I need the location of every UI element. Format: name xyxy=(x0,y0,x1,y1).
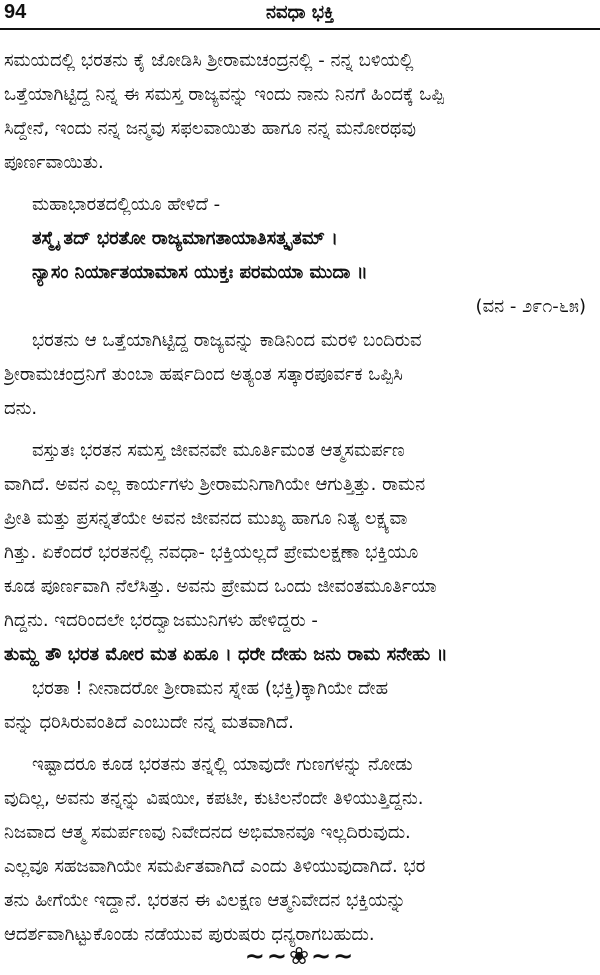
verse-line: ತಸ್ಮೈ ತದ್ ಭರತೋ ರಾಜ್ಯಮಾಗತಾಯಾತಿಸತ್ಕೃತಮ್ । xyxy=(32,228,338,249)
verse-line: ತುಮ್ಹ ತೌ ಭರತ ಮೋರ ಮತ ಏಹೂ । ಧರೇ ದೇಹು ಜನು ರಾಮ ಸನೇಹು ॥ xyxy=(4,644,448,665)
running-title: ನವಧಾ ಭಕ್ತಿ xyxy=(265,2,335,23)
paragraph-line: ಎಲ್ಲವೂ ಸಹಜವಾಗಿಯೇ ಸಮರ್ಪಿತವಾಗಿದೆ ಎಂದು ತಿಳಿಯುವುದಾಗಿದೆ. ಭರ xyxy=(4,856,426,877)
paragraph-line: ಆದರ್ಶವಾಗಿಟ್ಟುಕೊಂಡು ನಡೆಯುವ ಪುರುಷರು ಧನ್ಯರಾಗಬಹುದು. xyxy=(4,924,375,945)
paragraph-line: ವುದಿಲ್ಲ, ಅವನು ತನ್ನನ್ನು ವಿಷಯೀ, ಕಪಟೀ, ಕುಟಿಲನೆಂದೇ ತಿಳಿಯುತ್ತಿದ್ದನು. xyxy=(4,788,424,809)
paragraph-line: ಗಿದ್ದನು. ಇದರಿಂದಲೇ ಭರದ್ವಾಜಮುನಿಗಳು ಹೇಳಿದ್ದರು - xyxy=(4,610,318,631)
paragraph-line: ಪೂರ್ಣವಾಯಿತು. xyxy=(4,152,104,173)
paragraph-line: ನಿಜವಾದ ಆತ್ಮ ಸಮರ್ಪಣವು ನಿವೇದನದ ಅಭಿಮಾನವೂ ಇಲ್ಲದಿರುವುದು. xyxy=(4,822,411,843)
paragraph-line: ಗಿತ್ತು. ಏಕೆಂದರೆ ಭರತನಲ್ಲಿ ನವಧಾ- ಭಕ್ತಿಯಲ್ಲದೆ ಪ್ರೇಮಲಕ್ಷಣಾ ಭಕ್ತಿಯೂ xyxy=(4,542,419,563)
paragraph-line: ವಸ್ತುತಃ ಭರತನ ಸಮಸ್ತ ಜೀವನವೇ ಮೂರ್ತಿಮಂತ ಆತ್ಮಸಮರ್ಪಣ xyxy=(32,440,405,461)
page-header xyxy=(0,0,600,30)
quote-intro: ಮಹಾಭಾರತದಲ್ಲಿಯೂ ಹೇಳಿದೆ - xyxy=(32,194,221,215)
paragraph-line: ಒತ್ತೆಯಾಗಿಟ್ಟಿದ್ದ ನಿನ್ನ ಈ ಸಮಸ್ತ ರಾಜ್ಯವನ್ನು ಇಂದು ನಾನು ನಿನಗೆ ಹಿಂದಕ್ಕೆ ಒಪ್ಪಿ xyxy=(4,84,445,105)
end-ornament: ~~❀~~ xyxy=(244,942,356,970)
page-body xyxy=(4,44,594,952)
verse-line: ನ್ಯಾಸಂ ನಿರ್ಯಾತಯಾಮಾಸ ಯುಕ್ತಃ ಪರಮಯಾ ಮುದಾ ॥ xyxy=(32,262,368,283)
page-number: 94 xyxy=(4,1,27,23)
paragraph-line: ಇಷ್ಟಾದರೂ ಕೂಡ ಭರತನು ತನ್ನಲ್ಲಿ ಯಾವುದೇ ಗುಣಗಳನ್ನು ನೋಡು xyxy=(32,754,413,775)
paragraph-line: ಭರತಾ ! ನೀನಾದರೋ ಶ್ರೀರಾಮನ ಸ್ನೇಹ (ಭಕ್ತಿ)ಕ್ಕಾಗಿಯೇ ದೇಹ xyxy=(32,678,389,699)
paragraph-line: ಭರತನು ಆ ಒತ್ತೆಯಾಗಿಟ್ಟಿದ್ದ ರಾಜ್ಯವನ್ನು ಕಾಡಿನಿಂದ ಮರಳಿ ಬಂದಿರುವ xyxy=(32,330,422,351)
paragraph-line: ವಾಗಿದೆ. ಅವನ ಎಲ್ಲ ಕಾರ್ಯಗಳು ಶ್ರೀರಾಮನಿಗಾಗಿಯೇ ಆಗುತ್ತಿತ್ತು. ರಾಮನ xyxy=(4,474,426,495)
paragraph-line: ಕೂಡ ಪೂರ್ಣವಾಗಿ ನೆಲೆಸಿತ್ತು. ಅವನು ಪ್ರೇಮದ ಒಂದು ಜೀವಂತಮೂರ್ತಿಯಾ xyxy=(4,576,437,597)
paragraph-line: ಪ್ರೀತಿ ಮತ್ತು ಪ್ರಸನ್ನತೆಯೇ ಅವನ ಜೀವನದ ಮುಖ್ಯ ಹಾಗೂ ನಿತ್ಯ ಲಕ್ಷ್ಯವಾ xyxy=(4,508,408,529)
paragraph-line: ದನು. xyxy=(4,398,38,419)
paragraph-line: ಸಿದ್ದೇನೆ, ಇಂದು ನನ್ನ ಜನ್ಮವು ಸಫಲವಾಯಿತು ಹಾಗೂ ನನ್ನ ಮನೋರಥವು xyxy=(4,118,417,139)
paragraph-line: ತನು ಹೀಗೆಯೇ ಇದ್ದಾನೆ. ಭರತನ ಈ ವಿಲಕ್ಷಣ ಆತ್ಮನಿವೇದನ ಭಕ್ತಿಯನ್ನು xyxy=(4,890,406,911)
paragraph-line: ಶ್ರೀರಾಮಚಂದ್ರನಿಗೆ ತುಂಬಾ ಹರ್ಷದಿಂದ ಅತ್ಯಂತ ಸತ್ಕಾರಪೂರ್ವಕ ಒಪ್ಪಿಸಿ xyxy=(4,364,403,385)
paragraph-line: ಸಮಯದಲ್ಲಿ ಭರತನು ಕೈ ಜೋಡಿಸಿ ಶ್ರೀರಾಮಚಂದ್ರನಲ್ಲಿ - ನನ್ನ ಬಳಿಯಲ್ಲಿ xyxy=(4,50,414,71)
paragraph-line: ವನ್ನು ಧರಿಸಿರುವಂತಿದೆ ಎಂಬುದೇ ನನ್ನ ಮತವಾಗಿದೆ. xyxy=(4,712,294,733)
verse-reference: (ವನ - ೨೯೧-೬೫) xyxy=(475,296,586,317)
